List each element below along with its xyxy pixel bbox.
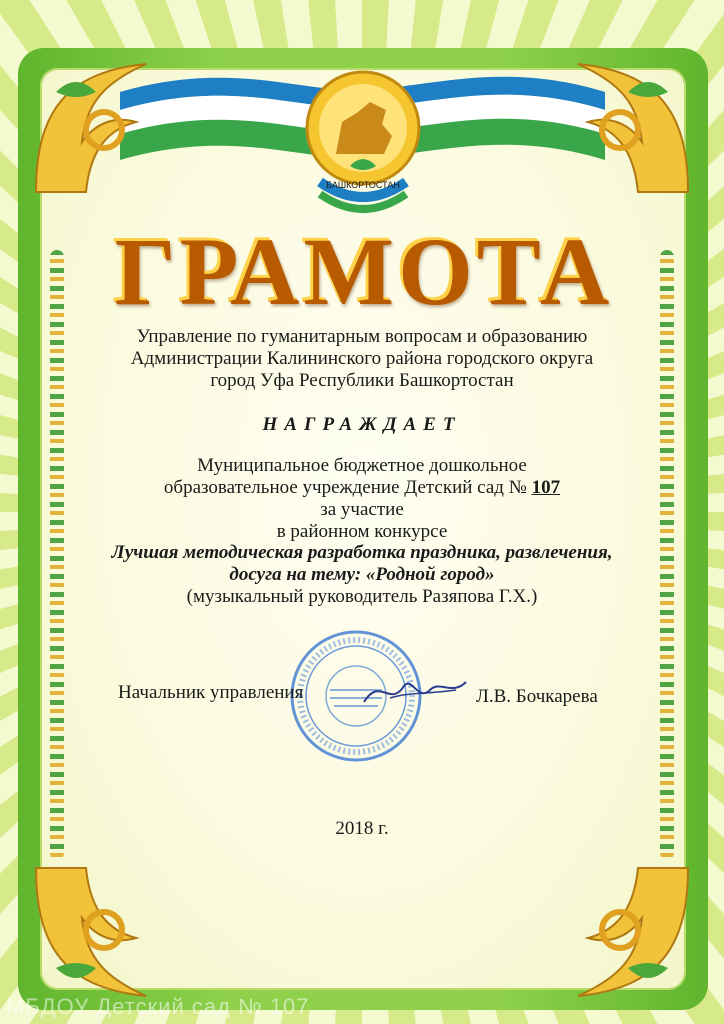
- golden-corner-ornament-icon: [548, 858, 698, 1008]
- certificate-year: 2018 г.: [335, 818, 389, 839]
- for-line: за участие: [320, 499, 404, 520]
- watermark: МБДОУ Детский сад № 107: [6, 994, 310, 1019]
- recipient-block: [0, 455, 724, 543]
- contest-name-line: Лучшая методическая разработка праздника, развлечения,: [111, 542, 613, 563]
- signatory-name: Л.В. Бочкарева: [476, 686, 598, 707]
- recipient-line: [0, 477, 724, 499]
- emblem-label: БАШКОРТОСТАН: [326, 180, 400, 190]
- contest-intro: в районном конкурсе: [276, 521, 448, 542]
- certificate-title: ГРАМОТА: [0, 214, 724, 325]
- golden-corner-ornament-icon: [26, 858, 176, 1008]
- golden-corner-ornament-icon: [26, 52, 176, 202]
- issuer-line: Администрации Калининского района городского округа: [130, 348, 594, 369]
- signatory-title: Начальник управления: [118, 682, 304, 703]
- kindergarten-number: 107: [531, 477, 561, 498]
- contest-name: [30, 542, 694, 586]
- contest-name-line: досуга на тему: «Родной город»: [229, 564, 495, 585]
- awards-heading: НАГРАЖДАЕТ: [262, 414, 462, 435]
- signature: [360, 672, 470, 712]
- recipient-prefix: образовательное учреждение Детский сад №: [163, 477, 532, 498]
- golden-corner-ornament-icon: [548, 52, 698, 202]
- bashkortostan-coat-of-arms-icon: [300, 62, 426, 224]
- issuer-line: Управление по гуманитарным вопросам и образованию: [136, 326, 588, 347]
- recipient-line: Муниципальное бюджетное дошкольное: [197, 455, 527, 476]
- issuer-line: город Уфа Республики Башкортостан: [210, 370, 514, 391]
- issuer-block: [30, 326, 694, 392]
- participant: (музыкальный руководитель Разяпова Г.Х.): [186, 586, 538, 607]
